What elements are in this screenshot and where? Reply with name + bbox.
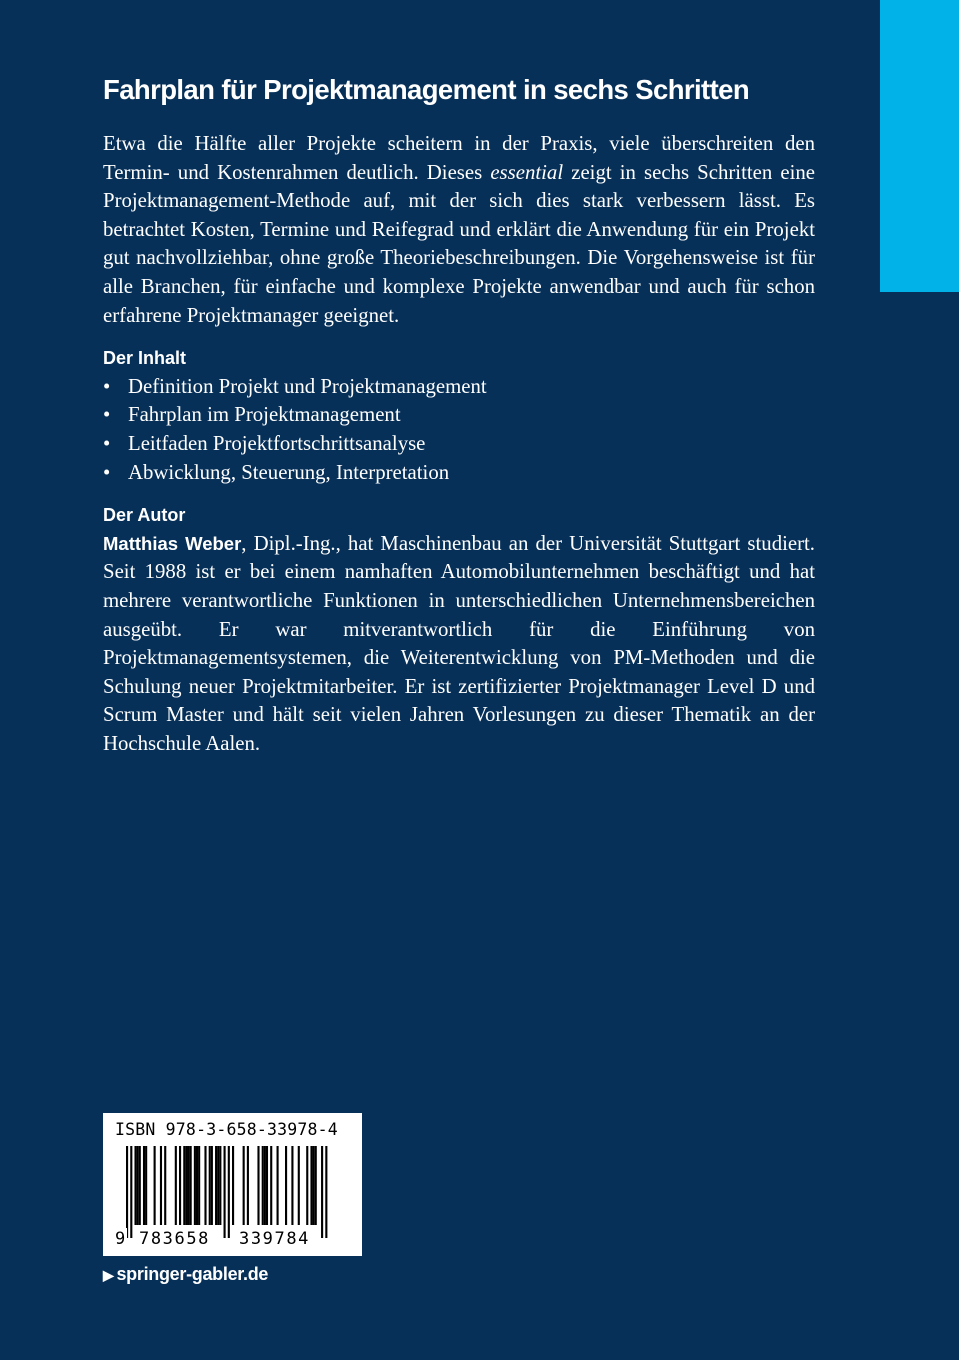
barcode-bar xyxy=(325,1146,327,1238)
intro-emphasis: essential xyxy=(490,160,564,184)
barcode-bar xyxy=(196,1146,198,1225)
barcode-bar xyxy=(264,1146,266,1225)
barcode-bar xyxy=(183,1146,185,1225)
barcode-bar xyxy=(134,1146,136,1225)
barcode-bar xyxy=(315,1146,317,1225)
barcode-bar xyxy=(270,1146,272,1225)
bullet-icon: • xyxy=(103,374,111,398)
intro-text-start: Etwa die Hälfte aller Projekte scheitern in der Praxis, viele überschreiten den Termin- und Kostenrahmen deutlich. Dieses xyxy=(103,132,815,184)
barcode-bar xyxy=(215,1146,217,1225)
intro-paragraph xyxy=(103,130,815,330)
barcode-bar xyxy=(291,1146,293,1225)
ean-first-digit: 9 xyxy=(115,1229,127,1249)
barcode-bar xyxy=(185,1146,187,1225)
list-item-label: Leitfaden Projektfortschrittsanalyse xyxy=(128,431,426,455)
isbn-label: ISBN 978-3-658-33978-4 xyxy=(115,1120,338,1139)
barcode-bar xyxy=(243,1146,245,1225)
barcode-bar xyxy=(198,1146,200,1225)
barcode-bar xyxy=(306,1146,308,1225)
list-item-label: Abwicklung, Steuerung, Interpretation xyxy=(128,460,450,484)
accent-bar xyxy=(880,0,959,292)
list-item-label: Fahrplan im Projektmanagement xyxy=(128,403,401,427)
content-list xyxy=(103,373,815,487)
barcode-bar xyxy=(154,1146,156,1225)
barcode-bar xyxy=(130,1146,132,1238)
list-item xyxy=(103,373,815,402)
barcode-bar xyxy=(285,1146,287,1225)
bullet-icon: • xyxy=(103,431,111,455)
author-bio: , Dipl.-Ing., hat Maschinenbau an der Universität Stuttgart studiert. Seit 1988 ist er bei einem namhaften Automobilunternehmen beschäftigt und hat mehrere verantwortliche Funktionen in unterschiedlichen Unternehmensbereichen ausgeübt. Er war mitverantwortlich für die Einführung von Projektmanagementsystemen, die Weiterentwicklung von PM-Methoden und die Schulung neuer Projektmitarbeiter. Er ist zertifizierter Projektmanager Level D und Scrum Master und hält seit vielen Jahren Vorlesungen zu dieser Thematik an der Hochschule Aalen. xyxy=(103,531,816,755)
barcode-bar xyxy=(228,1146,230,1238)
barcode-bar xyxy=(247,1146,249,1225)
barcode-bar xyxy=(137,1146,139,1225)
barcode-bar xyxy=(194,1146,196,1225)
barcode-bar xyxy=(219,1146,221,1225)
barcode-bar xyxy=(321,1146,323,1238)
bullet-icon: • xyxy=(103,460,111,484)
barcode-bar xyxy=(211,1146,213,1225)
barcode-bar xyxy=(190,1146,192,1225)
barcode-bar xyxy=(164,1146,166,1225)
barcode-bar xyxy=(262,1146,264,1225)
play-arrow-icon: ▶ xyxy=(103,1267,114,1283)
barcode-bar xyxy=(139,1146,141,1225)
ean-left-group: 783658 xyxy=(139,1229,211,1249)
barcode-bar xyxy=(175,1146,177,1225)
barcode-bar xyxy=(310,1146,312,1225)
publisher-website xyxy=(103,1262,268,1287)
isbn-barcode xyxy=(103,1113,362,1256)
intro-text-end: zeigt in sechs Schritten eine Projektmanagement-Methode auf, mit der sich dies stark verbessern lässt. Es betrachtet Kosten, Termine und Reifegrad und erklärt die Anwendung für ein Projekt gut nachvollziehbar, ohne große Theoriebeschreibungen. Die Vorgehensweise ist für alle Branchen, für einfache und komplexe Projekte anwendbar und auch für schon erfahrene Projektmanager geeignet. xyxy=(103,160,815,327)
barcode-bar xyxy=(143,1146,145,1225)
website-url: springer-gabler.de xyxy=(116,1264,269,1284)
barcode-bar xyxy=(224,1146,226,1238)
barcode-bar xyxy=(257,1146,259,1225)
barcode-bar xyxy=(217,1146,219,1225)
barcode-bar xyxy=(160,1146,162,1225)
author-paragraph xyxy=(103,530,815,759)
back-cover-text xyxy=(103,70,815,758)
ean-right-group: 339784 xyxy=(239,1229,311,1249)
barcode-bar xyxy=(298,1146,300,1225)
list-item xyxy=(103,459,815,488)
barcode-bar xyxy=(187,1146,189,1225)
barcode-bar xyxy=(277,1146,279,1225)
bullet-icon: • xyxy=(103,403,111,427)
list-item xyxy=(103,430,815,459)
page-title: Fahrplan für Projektmanagement in sechs Schritten xyxy=(103,74,750,105)
list-item-label: Definition Projekt und Projektmanagement xyxy=(128,374,487,398)
barcode-bar xyxy=(313,1146,315,1225)
barcode-bar xyxy=(266,1146,268,1225)
barcode-bar xyxy=(232,1146,234,1225)
author-name: Matthias Weber xyxy=(103,532,242,554)
author-heading: Der Autor xyxy=(103,505,186,526)
content-heading: Der Inhalt xyxy=(103,348,187,369)
list-item xyxy=(103,401,815,430)
barcode-bar xyxy=(209,1146,211,1225)
barcode-bar xyxy=(145,1146,147,1225)
barcode-bar xyxy=(126,1146,128,1238)
barcode-bar xyxy=(204,1146,206,1225)
barcode-bar xyxy=(179,1146,181,1225)
